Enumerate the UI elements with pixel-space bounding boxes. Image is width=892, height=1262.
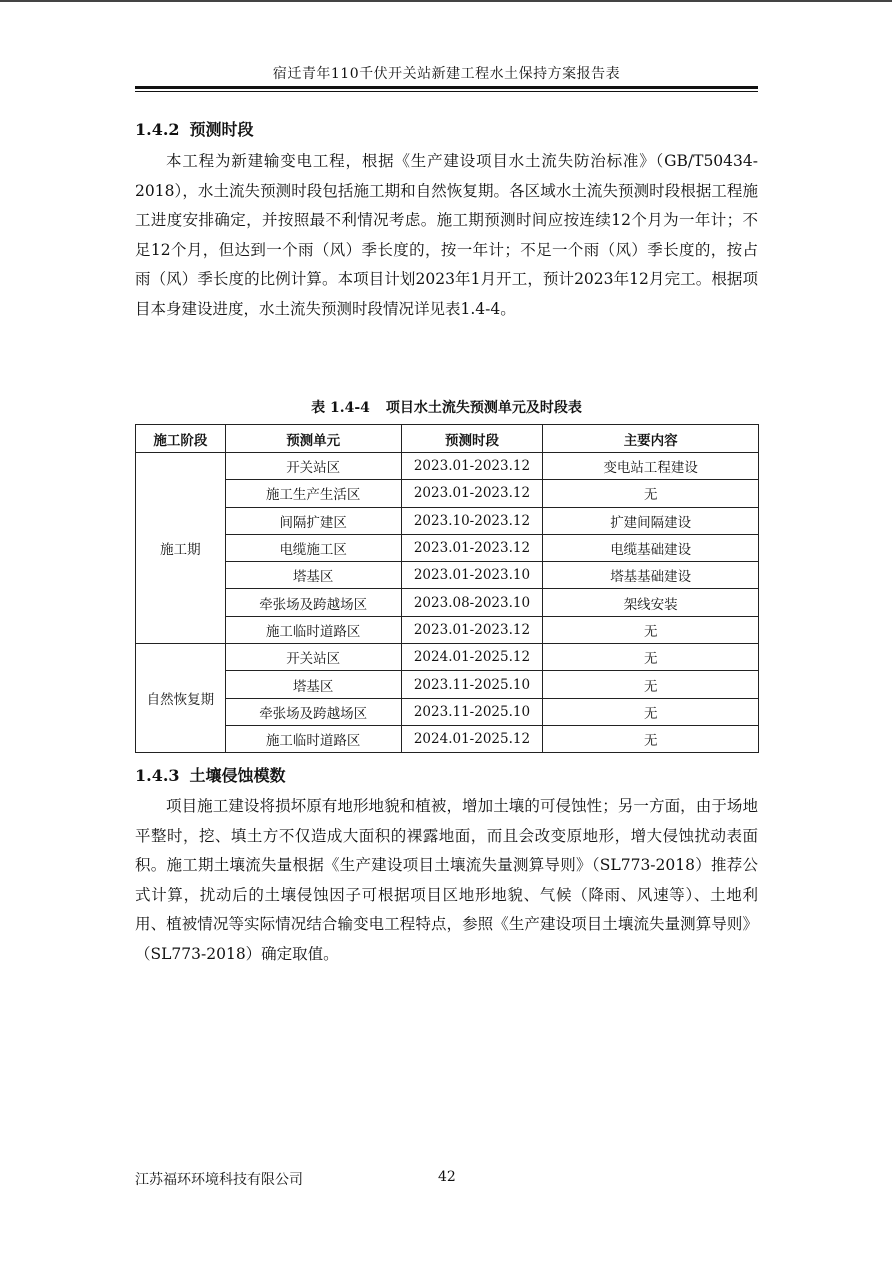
cell-content: 无 <box>543 616 759 643</box>
cell-stage: 施工期 <box>136 453 226 644</box>
cell-period: 2023.01-2023.12 <box>401 616 543 643</box>
table-caption-title: 项目水土流失预测单元及时段表 <box>385 400 582 416</box>
header-content: 主要内容 <box>543 425 759 453</box>
cell-period: 2024.01-2025.12 <box>401 644 543 671</box>
cell-content: 无 <box>543 671 759 698</box>
cell-period: 2023.08-2023.10 <box>401 589 543 616</box>
cell-period: 2023.01-2023.12 <box>401 453 543 480</box>
cell-period: 2024.01-2025.12 <box>401 725 543 752</box>
cell-unit: 电缆施工区 <box>225 534 401 561</box>
cell-unit: 塔基区 <box>225 562 401 589</box>
cell-period: 2023.01-2023.12 <box>401 480 543 507</box>
cell-content: 变电站工程建设 <box>543 453 759 480</box>
cell-unit: 施工临时道路区 <box>225 616 401 643</box>
table-row <box>136 480 759 507</box>
table-caption <box>135 397 758 417</box>
cell-period: 2023.11-2025.10 <box>401 698 543 725</box>
section-number: 1.4.3 <box>135 766 180 785</box>
cell-content: 无 <box>543 725 759 752</box>
cell-unit: 间隔扩建区 <box>225 507 401 534</box>
table-row <box>136 534 759 561</box>
running-header: 宿迁青年110千伏开关站新建工程水土保持方案报告表 <box>272 66 621 82</box>
cell-period: 2023.11-2025.10 <box>401 671 543 698</box>
cell-period: 2023.10-2023.12 <box>401 507 543 534</box>
footer-company: 江苏福环环境科技有限公司 <box>135 1172 303 1188</box>
cell-unit: 开关站区 <box>225 453 401 480</box>
section-number: 1.4.2 <box>135 120 180 139</box>
cell-unit: 施工临时道路区 <box>225 725 401 752</box>
section-heading-1-4-3 <box>135 763 286 786</box>
header-stage: 施工阶段 <box>136 425 226 453</box>
cell-period: 2023.01-2023.10 <box>401 562 543 589</box>
table-row <box>136 589 759 616</box>
cell-unit: 塔基区 <box>225 671 401 698</box>
section-title: 土壤侵蚀模数 <box>189 766 286 785</box>
scan-top-edge <box>0 0 892 2</box>
cell-period: 2023.01-2023.12 <box>401 534 543 561</box>
cell-content: 无 <box>543 698 759 725</box>
header-rule <box>135 86 758 89</box>
cell-content: 架线安装 <box>543 589 759 616</box>
table-row <box>136 671 759 698</box>
table-row <box>136 562 759 589</box>
table-row <box>136 616 759 643</box>
cell-stage: 自然恢复期 <box>136 644 226 753</box>
table-row <box>136 453 759 480</box>
cell-content: 电缆基础建设 <box>543 534 759 561</box>
paragraph-erosion-modulus: 项目施工建设将损坏原有地形地貌和植被，增加土壤的可侵蚀性；另一方面，由于场地平整时，挖、填土方不仅造成大面积的裸露地面，而且会改变原地形，增大侵蚀扰动表面积。施工期土壤流失量根据《生产建设项目土壤流失量测算导则》（SL773-2018）推荐公式计算，扰动后的土壤侵蚀因子可根据项目区地形地貌、气候（降雨、风速等）、土地利用、植被情况等实际情况结合输变电工程特点，参照《生产建设项目土壤流失量测算导则》（SL773-2018）确定取值。 <box>135 797 758 963</box>
cell-content: 无 <box>543 480 759 507</box>
cell-unit: 施工生产生活区 <box>225 480 401 507</box>
header-unit: 预测单元 <box>225 425 401 453</box>
cell-unit: 牵张场及跨越场区 <box>225 589 401 616</box>
table-caption-number: 表 1.4-4 <box>311 400 370 416</box>
table-row <box>136 725 759 752</box>
header-rule-thin <box>135 91 758 92</box>
cell-unit: 开关站区 <box>225 644 401 671</box>
header-period: 预测时段 <box>401 425 543 453</box>
cell-content: 塔基基础建设 <box>543 562 759 589</box>
section-heading-1-4-2 <box>135 117 254 140</box>
table-row <box>136 507 759 534</box>
table-header-row <box>136 425 759 453</box>
paragraph-prediction-period: 本工程为新建输变电工程，根据《生产建设项目水土流失防治标准》（GB/T50434-2018），水土流失预测时段包括施工期和自然恢复期。各区域水土流失预测时段根据工程施工进度安排确定，并按照最不利情况考虑。施工期预测时间应按连续12个月为一年计；不足12个月，但达到一个雨（风）季长度的，按一年计；不足一个雨（风）季长度的，按占雨（风）季长度的比例计算。本项目计划2023年1月开工，预计2023年12月完工。根据项目本身建设进度，水土流失预测时段情况详见表1.4-4。 <box>135 152 758 318</box>
section-title: 预测时段 <box>189 120 254 139</box>
prediction-unit-table <box>135 424 759 753</box>
cell-unit: 牵张场及跨越场区 <box>225 698 401 725</box>
table-row <box>136 698 759 725</box>
page-number: 42 <box>438 1169 456 1185</box>
cell-content: 无 <box>543 644 759 671</box>
cell-content: 扩建间隔建设 <box>543 507 759 534</box>
table-row <box>136 644 759 671</box>
